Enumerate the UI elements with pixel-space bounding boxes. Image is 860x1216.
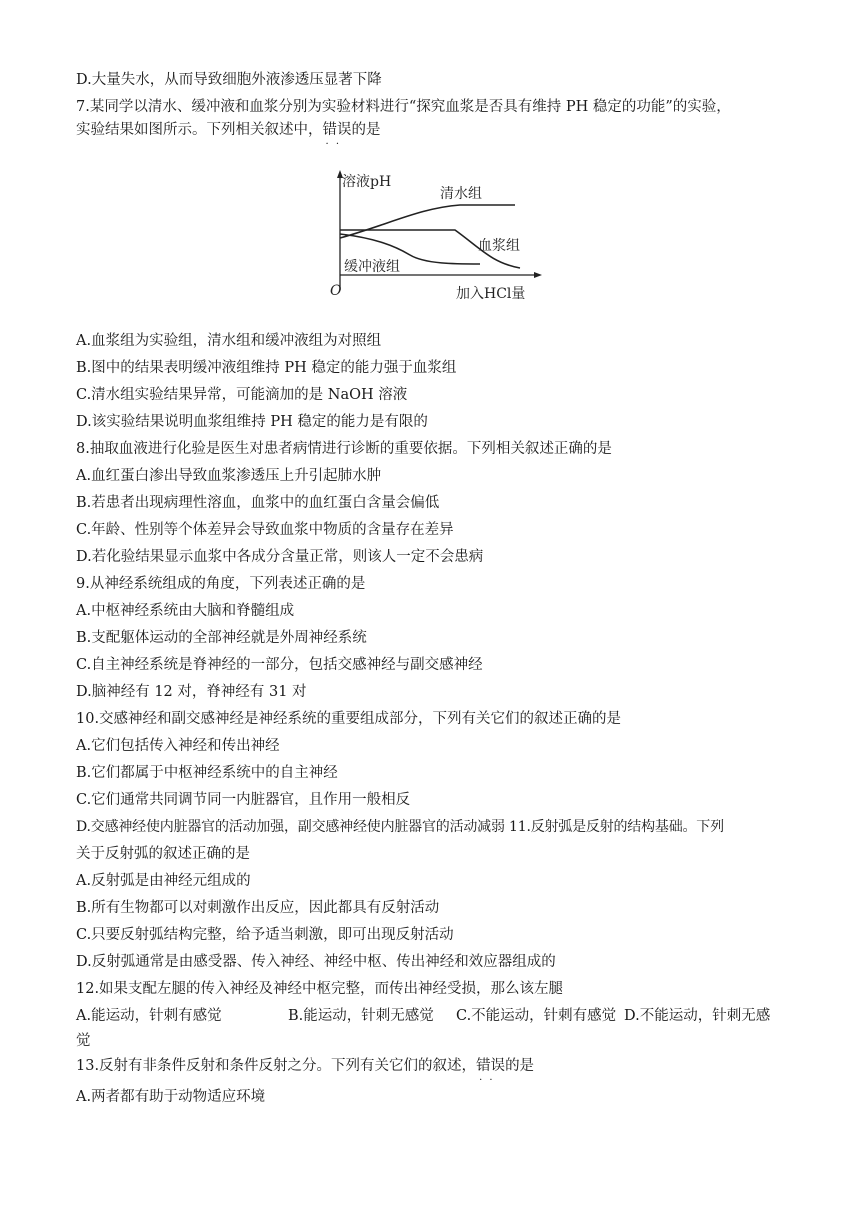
q10-option-c: C.它们通常共同调节同一内脏器官，且作用一般相反 (76, 792, 411, 808)
q12-option-b: B.能运动，针刺无感觉 (288, 1008, 434, 1024)
q12-option-d: D.不能运动，针刺无感 (624, 1008, 771, 1024)
q11-stem-cont: 关于反射弧的叙述正确的是 (76, 846, 250, 862)
y-axis-label: 溶液pH (342, 174, 392, 190)
q7-option-b: B.图中的结果表明缓冲液组维持 PH 稳定的能力强于血浆组 (76, 360, 457, 376)
x-axis-arrow (534, 272, 542, 278)
q11-option-d: D.反射弧通常是由感受器、传入神经、神经中枢、传出神经和效应器组成的 (76, 954, 556, 970)
q7-option-d: D.该实验结果说明血浆组维持 PH 稳定的能力是有限的 (76, 414, 428, 430)
origin-label: O (330, 283, 342, 299)
q13-stem (76, 1056, 796, 1076)
q12-option-a: A.能运动，针刺有感觉 (76, 1008, 222, 1024)
q8-option-a: A.血红蛋白渗出导致血浆渗透压上升引起肺水肿 (76, 468, 382, 484)
water-group-label: 清水组 (440, 186, 482, 202)
emphasis-word: 错误 · · (323, 122, 352, 138)
q7-stem-tail: 的是 (351, 122, 381, 138)
q10-option-b: B.它们都属于中枢神经系统中的自主神经 (76, 765, 338, 781)
q11-option-c: C.只要反射弧结构完整，给予适当刺激，即可出现反射活动 (76, 927, 454, 943)
q10-stem: 10.交感神经和副交感神经是神经系统的重要组成部分，下列有关它们的叙述正确的是 (76, 711, 622, 727)
q9-option-b: B.支配躯体运动的全部神经就是外周神经系统 (76, 630, 367, 646)
q9-stem: 9.从神经系统组成的角度，下列表述正确的是 (76, 576, 366, 592)
emphasis-word: 错误 · · (476, 1058, 505, 1074)
q12-stem: 12.如果支配左腿的传入神经及神经中枢完整，而传出神经受损，那么该左腿 (76, 981, 564, 997)
q9-option-d: D.脑神经有 12 对，脊神经有 31 对 (76, 684, 307, 700)
q11-option-b: B.所有生物都可以对刺激作出反应，因此都具有反射活动 (76, 900, 440, 916)
buffer-group-label: 缓冲液组 (344, 259, 400, 275)
q12-options-row (76, 1006, 796, 1026)
q12-option-d-cont: 觉 (76, 1033, 91, 1049)
q13-stem-text: 13.反射有非条件反射和条件反射之分。下列有关它们的叙述， (76, 1058, 477, 1074)
q7-stem-line1: 7.某同学以清水、缓冲液和血浆分别为实验材料进行“探究血浆是否具有维持 PH 稳定的功能”的实验， (76, 99, 731, 115)
q13-option-a: A.两者都有助于动物适应环境 (76, 1089, 266, 1105)
ph-curve-chart (330, 168, 546, 308)
q7-stem-text: 实验结果如图所示。下列相关叙述中， (76, 122, 323, 138)
q9-option-c: C.自主神经系统是脊神经的一部分，包括交感神经与副交感神经 (76, 657, 483, 673)
q10-option-a: A.它们包括传入神经和传出神经 (76, 738, 280, 754)
q8-option-c: C.年龄、性别等个体差异会导致血浆中物质的含量存在差异 (76, 522, 454, 538)
ph-experiment-figure (330, 168, 546, 308)
q9-option-a: A.中枢神经系统由大脑和脊髓组成 (76, 603, 295, 619)
q13-stem-tail: 的是 (505, 1058, 535, 1074)
plasma-group-label: 血浆组 (478, 238, 520, 254)
water-group-curve (340, 205, 515, 238)
q8-stem: 8.抽取血液进行化验是医生对患者病情进行诊断的重要依据。下列相关叙述正确的是 (76, 441, 612, 457)
q12-option-c: C.不能运动，针刺有感觉 (456, 1008, 617, 1024)
q7-stem-line2 (76, 120, 796, 140)
x-axis-label: 加入HCl量 (456, 286, 526, 302)
q7-option-c: C.清水组实验结果异常，可能滴加的是 NaOH 溶液 (76, 387, 408, 403)
q8-option-d: D.若化验结果显示血浆中各成分含量正常，则该人一定不会患病 (76, 549, 484, 565)
q10-option-d-and-q11-stem: D.交感神经使内脏器官的活动加强，副交感神经使内脏器官的活动减弱 11.反射弧是反射的结构基础。下列 (76, 819, 724, 835)
q6-option-d: D.大量失水，从而导致细胞外液渗透压显著下降 (76, 72, 382, 88)
q8-option-b: B.若患者出现病理性溶血，血浆中的血红蛋白含量会偏低 (76, 495, 440, 511)
q11-option-a: A.反射弧是由神经元组成的 (76, 873, 251, 889)
q7-option-a: A.血浆组为实验组，清水组和缓冲液组为对照组 (76, 333, 382, 349)
